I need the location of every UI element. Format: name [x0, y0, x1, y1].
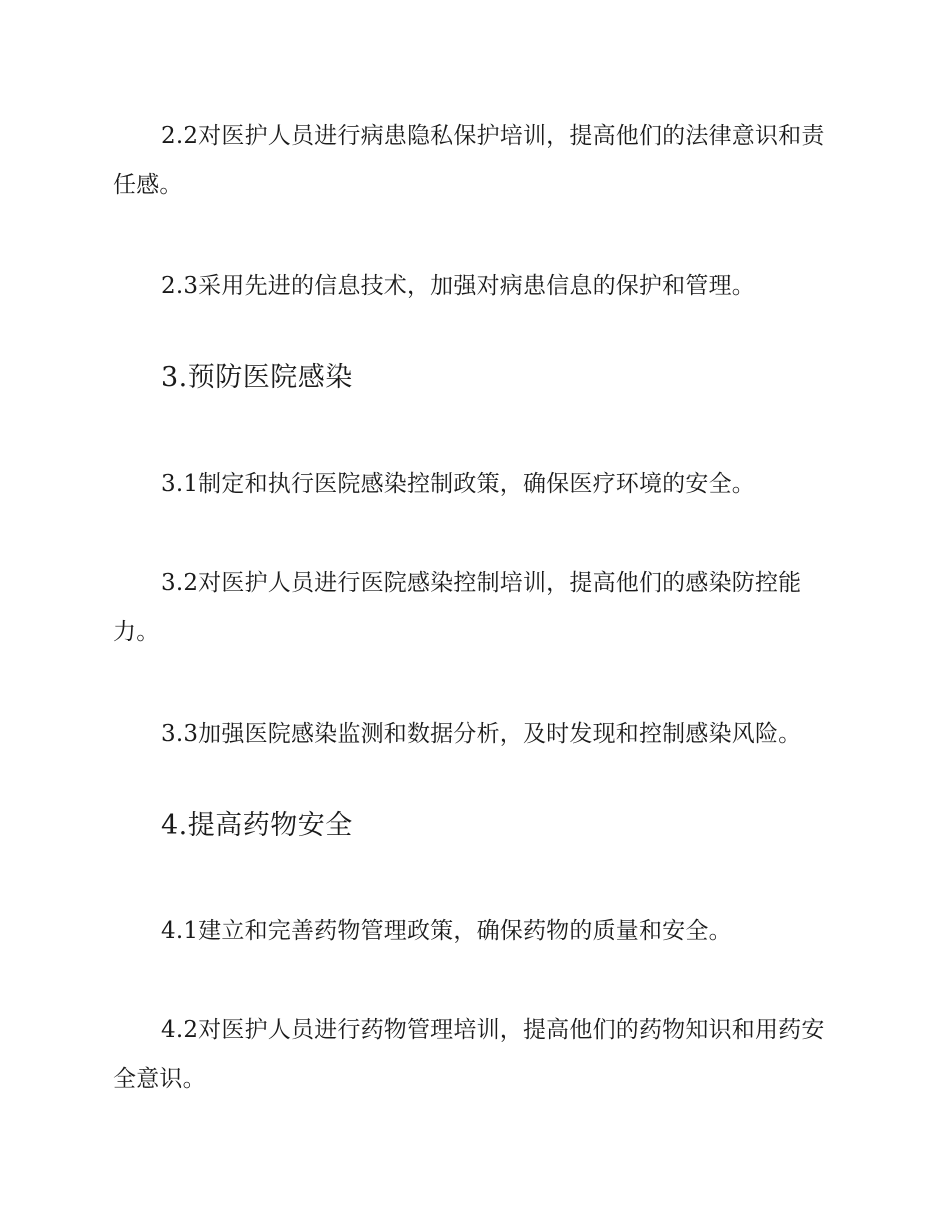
paragraph-3-2: 3.2对医护人员进行医院感染控制培训，提高他们的感染防控能力。	[113, 570, 802, 645]
section-heading-4: 4.提高药物安全	[161, 810, 353, 841]
section-heading-3: 3.预防医院感染	[161, 362, 353, 393]
paragraph-2-2: 2.2对医护人员进行病患隐私保护培训，提高他们的法律意识和责任感。	[113, 123, 825, 198]
paragraph-4-2: 4.2对医护人员进行药物管理培训，提高他们的药物知识和用药安全意识。	[113, 1017, 825, 1092]
paragraph-3-1: 3.1制定和执行医院感染控制政策，确保医疗环境的安全。	[161, 471, 755, 497]
paragraph-4-1: 4.1建立和完善药物管理政策，确保药物的质量和安全。	[161, 918, 732, 944]
paragraph-3-3: 3.3加强医院感染监测和数据分析，及时发现和控制感染风险。	[161, 721, 802, 747]
paragraph-2-3: 2.3采用先进的信息技术，加强对病患信息的保护和管理。	[161, 273, 755, 299]
